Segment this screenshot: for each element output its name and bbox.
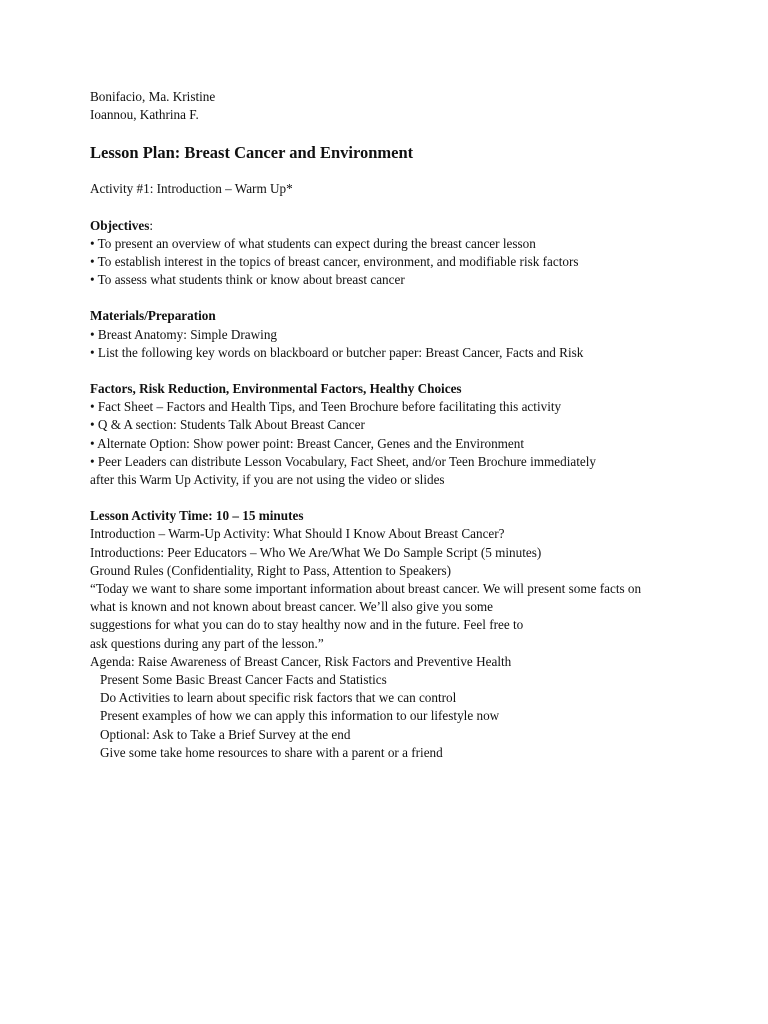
author-name-2: Ioannou, Kathrina F. (90, 107, 199, 123)
objectives-heading-line (90, 217, 690, 235)
page-title: Lesson Plan: Breast Cancer and Environment (90, 143, 414, 163)
script-quote-line: ask questions during any part of the lesson.” (90, 635, 324, 651)
factors-item: • Alternate Option: Show power point: Breast Cancer, Genes and the Environment (90, 435, 525, 451)
agenda-item: Do Activities to learn about specific risk factors that we can control (100, 690, 457, 706)
lesson-time-heading: Lesson Activity Time: 10 – 15 minutes (90, 508, 304, 524)
objectives-heading-colon: : (149, 217, 153, 233)
objective-item: • To establish interest in the topics of breast cancer, environment, and modifiable risk factors (90, 254, 579, 270)
lesson-line: Ground Rules (Confidentiality, Right to Pass, Attention to Speakers) (90, 562, 452, 578)
script-quote-line: what is known and not known about breast cancer. We’ll also give you some (90, 599, 494, 615)
agenda-item: Optional: Ask to Take a Brief Survey at the end (100, 726, 351, 742)
materials-item: • List the following key words on blackboard or butcher paper: Breast Cancer, Facts and Risk (90, 344, 584, 360)
objectives-heading: Objectives (90, 217, 150, 233)
factors-heading: Factors, Risk Reduction, Environmental Factors, Healthy Choices (90, 381, 462, 397)
factors-item: • Fact Sheet – Factors and Health Tips, and Teen Brochure before facilitating this activity (90, 399, 562, 415)
script-quote-line: suggestions for what you can do to stay healthy now and in the future. Feel free to (90, 617, 524, 633)
materials-heading: Materials/Preparation (90, 308, 216, 324)
agenda-item: Present examples of how we can apply this information to our lifestyle now (100, 708, 500, 724)
factors-item: • Peer Leaders can distribute Lesson Vocabulary, Fact Sheet, and/or Teen Brochure immediately (90, 453, 597, 469)
lesson-line: Introductions: Peer Educators – Who We Are/What We Do Sample Script (5 minutes) (90, 544, 542, 560)
objective-item: • To assess what students think or know about breast cancer (90, 272, 405, 288)
agenda-item: Give some take home resources to share with a parent or a friend (100, 744, 443, 760)
objective-item: • To present an overview of what students can expect during the breast cancer lesson (90, 235, 536, 251)
factors-item-continued: after this Warm Up Activity, if you are not using the video or slides (90, 472, 445, 488)
lesson-line: Introduction – Warm-Up Activity: What Should I Know About Breast Cancer? (90, 526, 505, 542)
author-name-1: Bonifacio, Ma. Kristine (90, 89, 216, 104)
script-quote-line: “Today we want to share some important information about breast cancer. We will present some facts on (90, 581, 642, 597)
activity-label: Activity #1: Introduction – Warm Up* (90, 181, 293, 197)
materials-item: • Breast Anatomy: Simple Drawing (90, 326, 278, 342)
factors-item: • Q & A section: Students Talk About Breast Cancer (90, 417, 365, 433)
agenda-line: Agenda: Raise Awareness of Breast Cancer, Risk Factors and Preventive Health (90, 653, 512, 669)
document-page (90, 88, 690, 762)
agenda-item: Present Some Basic Breast Cancer Facts and Statistics (100, 672, 387, 688)
